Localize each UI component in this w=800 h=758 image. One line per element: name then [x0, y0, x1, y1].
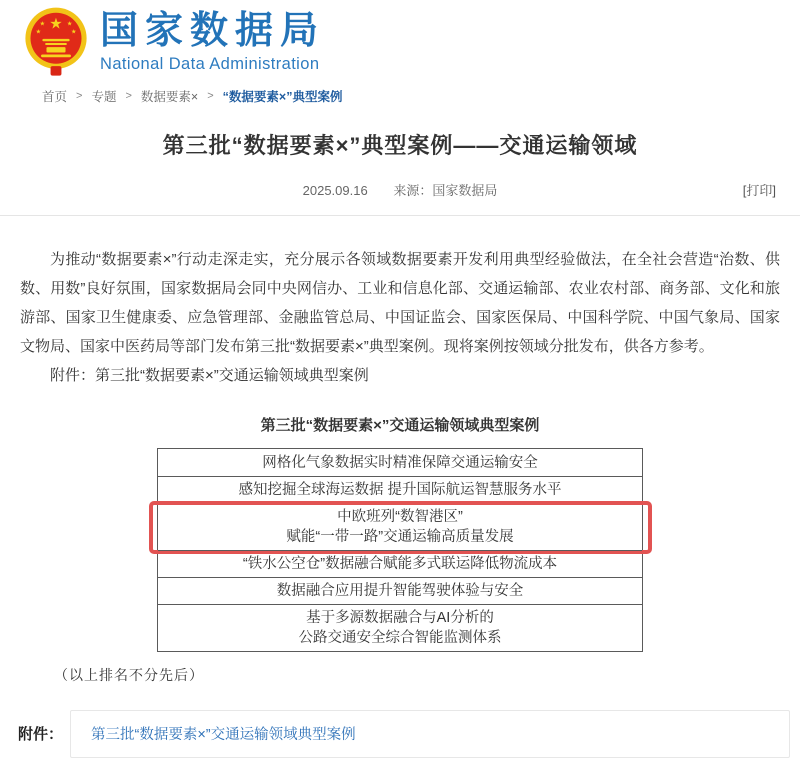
- table-row: [158, 577, 642, 604]
- site-header: [0, 0, 800, 80]
- case-title-line1: 基于多源数据融合与AI分析的: [306, 610, 494, 626]
- brand-block: [100, 6, 325, 74]
- source-label: 来源：国家数据局: [393, 183, 498, 198]
- case-title-line2: 赋能“一带一路”交通运输高质量发展: [286, 529, 514, 545]
- attachment-section: [18, 710, 790, 758]
- case-table-title: 第三批“数据要素×”交通运输领域典型案例: [260, 417, 540, 434]
- attachment-label: 附件：: [18, 726, 64, 743]
- table-row: [158, 604, 642, 651]
- national-emblem-icon: [22, 6, 90, 80]
- case-title: “铁水公空仓”数据融合赋能多式联运降低物流成本: [242, 556, 558, 572]
- breadcrumb-data-element[interactable]: 数据要素×: [140, 90, 199, 104]
- attachment-link[interactable]: 第三批“数据要素×”交通运输领域典型案例: [91, 727, 356, 743]
- inline-attachment-line: 附件：第三批“数据要素×”交通运输领域典型案例: [50, 367, 369, 384]
- case-title: 感知挖掘全球海运数据 提升国际航运智慧服务水平: [238, 482, 562, 498]
- svg-text:★: ★: [70, 28, 77, 36]
- site-title-en: National Data Administration: [100, 55, 320, 73]
- breadcrumb: [42, 87, 800, 105]
- header-divider: [0, 215, 800, 216]
- body-paragraph: 为推动“数据要素×”行动走深走实，充分展示各领域数据要素开发利用典型经验做法，在全社会营造“治数、供数、用数”良好氛围，国家数据局会同中央网信办、工业和信息化部、交通运输部、农业农村部、商务部、文化和旅游部、国家卫生健康委、应急管理部、金融监管总局、中国证监会、国家医保局、中国科学院、中国气象局、国家文物局、国家中医药局等部门发布第三批“数据要素×”典型案例。现将案例按领域分批发布，供各方参考。: [20, 251, 780, 355]
- page-title: 第三批“数据要素×”典型案例——交通运输领域: [162, 133, 638, 158]
- svg-text:★: ★: [35, 28, 42, 36]
- article-meta: [0, 180, 800, 198]
- publish-date: 2025.09.16: [302, 183, 368, 198]
- svg-text:★: ★: [39, 20, 46, 28]
- svg-text:★: ★: [49, 15, 63, 33]
- table-row: [158, 449, 642, 476]
- breadcrumb-separator: >: [76, 90, 83, 102]
- case-title: 数据融合应用提升智能驾驶体验与安全: [276, 583, 524, 599]
- svg-text:★: ★: [66, 20, 73, 28]
- breadcrumb-topics[interactable]: 专题: [91, 90, 117, 104]
- attachment-box: [70, 710, 790, 758]
- breadcrumb-current-typical-cases: “数据要素×”典型案例: [222, 90, 343, 104]
- breadcrumb-separator: >: [125, 90, 132, 102]
- table-row: [158, 476, 642, 503]
- table-row-highlighted: [158, 503, 642, 550]
- case-title-line1: 中欧班列“数智港区”: [337, 509, 463, 525]
- ranking-note: （以上排名不分先后）: [54, 667, 204, 683]
- site-title: 国家数据局: [100, 10, 326, 52]
- case-title-line2: 公路交通安全综合智能监测体系: [298, 630, 502, 646]
- print-button[interactable]: [打印]: [742, 183, 776, 198]
- case-title: 网格化气象数据实时精准保障交通运输安全: [262, 454, 538, 471]
- breadcrumb-separator: >: [207, 90, 214, 102]
- table-row: [158, 550, 642, 577]
- case-table: [157, 448, 643, 652]
- article-body: [0, 245, 800, 685]
- breadcrumb-home[interactable]: 首页: [42, 90, 68, 104]
